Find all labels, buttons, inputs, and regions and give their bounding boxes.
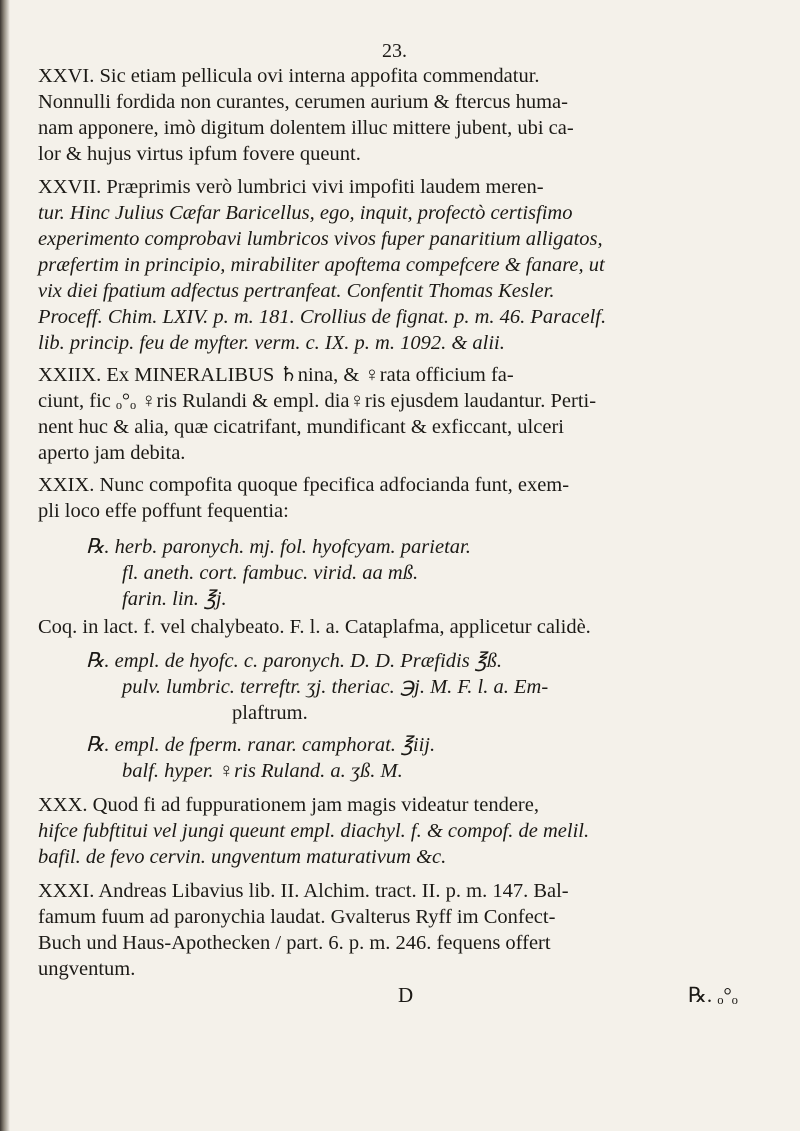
recipe-line: pulv. lumbric. terreftr. ʒj. theriac. ℈j. M. F. l. a. Em-: [122, 676, 549, 698]
text-line: tur. Hinc Julius Cæfar Baricellus, ego, inquit, profectò certisfimo: [38, 202, 573, 224]
recipe-line: ℞. empl. de fperm. ranar. camphorat. ℥iij.: [86, 734, 436, 756]
text-line: nam apponere, imò digitum dolentem illuc mittere jubent, ubi ca-: [38, 117, 574, 139]
recipe-line: fl. aneth. cort. fambuc. virid. aa mß.: [122, 562, 419, 584]
text-line: XXX. Quod fi ad fuppurationem jam magis videatur tendere,: [38, 794, 539, 816]
text-line: XXVI. Sic etiam pellicula ovi interna appofita commendatur.: [38, 65, 540, 87]
text-line: vix diei fpatium adfectus pertranfeat. Confentit Thomas Kesler.: [38, 280, 555, 302]
text-line: Nonnulli fordida non curantes, cerumen aurium & ftercus huma-: [38, 91, 568, 113]
page-number: 23.: [382, 40, 407, 62]
text-line: hifce fubftitui vel jungi queunt empl. diachyl. f. & compof. de melil.: [38, 820, 590, 842]
text-line: XXIX. Nunc compofita quoque fpecifica adfocianda funt, exem-: [38, 474, 570, 496]
catchword: ℞. ₒ°ₒ: [688, 983, 738, 1007]
text-line: præfertim in principio, mirabiliter apoftema compefcere & fanare, ut: [38, 254, 605, 276]
text-line: ungventum.: [38, 958, 136, 980]
text-line: famum fuum ad paronychia laudat. Gvalterus Ryff im Confect-: [38, 906, 556, 928]
text-line: ciunt, fic ₒ°ₒ ♀ris Rulandi & empl. dia♀ris ejusdem laudantur. Perti-: [38, 390, 597, 412]
text-line: bafil. de fevo cervin. ungventum maturativum &c.: [38, 846, 447, 868]
text-line: Proceff. Chim. LXIV. p. m. 181. Crollius de fignat. p. m. 46. Paracelf.: [38, 306, 607, 328]
recipe-line: balf. hyper. ♀ris Ruland. a. ʒß. M.: [122, 760, 403, 782]
recipe-line: farin. lin. ℥j.: [122, 588, 227, 610]
text-line: aperto jam debita.: [38, 442, 186, 464]
text-line: Buch und Haus-Apothecken / part. 6. p. m. 246. fequens offert: [38, 932, 551, 954]
page-edge-shadow: [0, 0, 10, 1131]
text-line: lor & hujus virtus ipfum fovere queunt.: [38, 143, 361, 165]
signature-mark: D: [398, 983, 414, 1007]
text-line: lib. princip. feu de myfter. verm. c. IX. p. m. 1092. & alii.: [38, 332, 505, 354]
text-line: nent huc & alia, quæ cicatrifant, mundificant & exficcant, ulceri: [38, 416, 564, 438]
recipe-line: plaftrum.: [232, 702, 308, 724]
recipe-line: Coq. in lact. f. vel chalybeato. F. l. a. Cataplafma, applicetur calidè.: [38, 616, 591, 638]
recipe-line: ℞. empl. de hyofc. c. paronych. D. D. Præfidis ℥ß.: [86, 650, 503, 672]
text-line: XXIIX. Ex MINERALIBUS ♄nina, & ♀rata officium fa-: [38, 364, 514, 386]
text-line: experimento comprobavi lumbricos vivos fuper panaritium alligatos,: [38, 228, 603, 250]
text-line: XXVII. Præprimis verò lumbrici vivi impofiti laudem meren-: [38, 176, 544, 198]
recipe-line: ℞. herb. paronych. mj. fol. hyofcyam. parietar.: [86, 536, 471, 558]
text-line: pli loco effe poffunt fequentia:: [38, 500, 289, 522]
text-line: XXXI. Andreas Libavius lib. II. Alchim. tract. II. p. m. 147. Bal-: [38, 880, 569, 902]
